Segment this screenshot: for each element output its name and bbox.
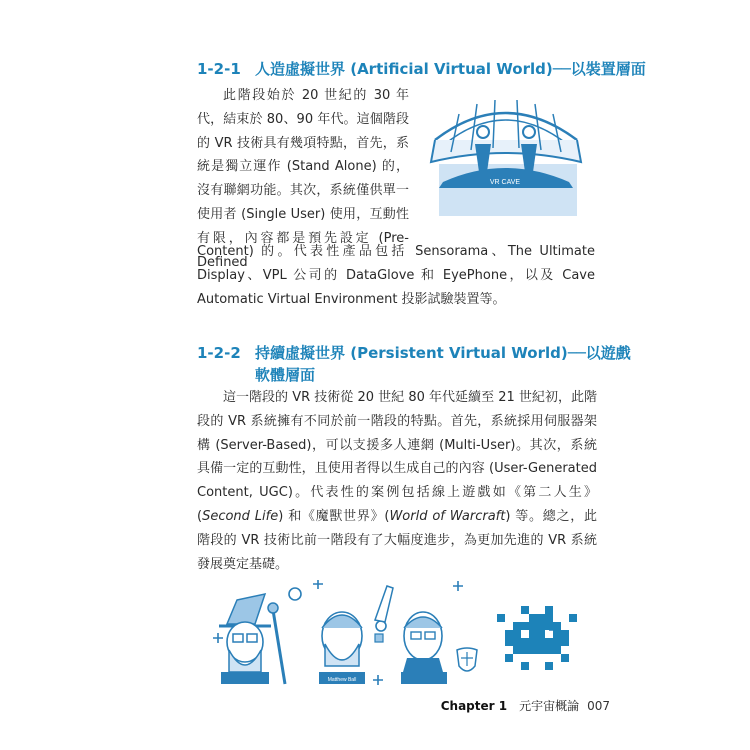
paragraph-2: 這一階段的 VR 技術從 20 世紀 80 年代延續至 21 世紀初，此階段的 VR 系統擁有不同於前一階段的特點。首先，系統採用伺服器架構 (Server-Based)，可以支援多人連網 (Multi-User)。其次，系統具備一定的互動性，且使用者得以生成自己的內容 (User-Generated Content, UGC)。代表性的案例包括線上遊戲如《第二人生》(Second Life) 和《魔獸世界》(World of Warcraft) 等。總之，此階段的 VR 技術比前一階段有了大幅度進步，為更加先進的 VR 系統發展奠定基礎。 [197, 390, 597, 572]
section-heading-1-2-2 [197, 342, 631, 386]
page-number: 007 [587, 699, 610, 713]
section-number: 1-2-2 [197, 344, 241, 362]
italic-title: World of Warcraft [389, 508, 506, 524]
paragraph-text: 這一階段的 VR 技術從 20 世紀 80 年代延續至 21 世紀初，此階段的 VR 系統擁有不同於前一階段的特點。首先，系統採用伺服器架構 (Server-Based)，可以支援多人連網 (Multi-User)。其次，系統具備一定的互動性，且使用者得以生成自己的內容 (User-Generated Content, UGC)。代表性的案例包括線上遊戲如《第二人生》 [197, 390, 597, 501]
section-title-line1: 持續虛擬世界 (Persistent Virtual World)──以遊戲 [255, 344, 631, 362]
paragraph-1b: Content) 的。代表性產品包括 Sensorama、The Ultimate Display、VPL 公司的 DataGlove 和 EyePhone，以及 Cave Automatic Virtual Environment 投影試驗裝置等。 [197, 244, 595, 307]
pixel-space-invader-icon [497, 606, 577, 670]
matthew-ball-avatar [319, 586, 393, 684]
third-avatar [401, 612, 477, 684]
game-characters-illustration [205, 580, 595, 690]
chapter-title: 元宇宙概論 [519, 699, 580, 713]
paragraph-text: 等。總之，此階段的 VR 技術比前一階段有了大幅度進步，為更加先進的 VR 系統發展奠定基礎。 [197, 508, 597, 572]
italic-title: Second Life [202, 508, 279, 524]
vr-cave-illustration [425, 92, 585, 218]
wizard-avatar [219, 594, 285, 684]
paragraph-text: 和《魔獸世界》 [288, 508, 385, 524]
paragraph-1a: 此階段始於 20 世紀的 30 年代，結束於 80、90 年代。這個階段的 VR 技術具有幾項特點，首先，系統是獨立運作 (Stand Alone) 的，沒有聯網功能。其次，系統僅供單一使用者 (Single User) 使用，互動性有限，內容都是預先設定 (Pre-Defined [197, 88, 409, 270]
chapter-label: Chapter 1 [440, 699, 508, 713]
figure-label: VR CAVE [489, 179, 521, 186]
name-tag: Matthew Ball [327, 677, 357, 683]
page-footer [420, 698, 610, 714]
section-title-line2: 軟體層面 [255, 366, 316, 384]
section-title: 人造虛擬世界 (Artificial Virtual World)──以裝置層面 [255, 60, 646, 78]
section-number: 1-2-1 [197, 60, 241, 78]
section-heading-1-2-1 [197, 58, 646, 80]
